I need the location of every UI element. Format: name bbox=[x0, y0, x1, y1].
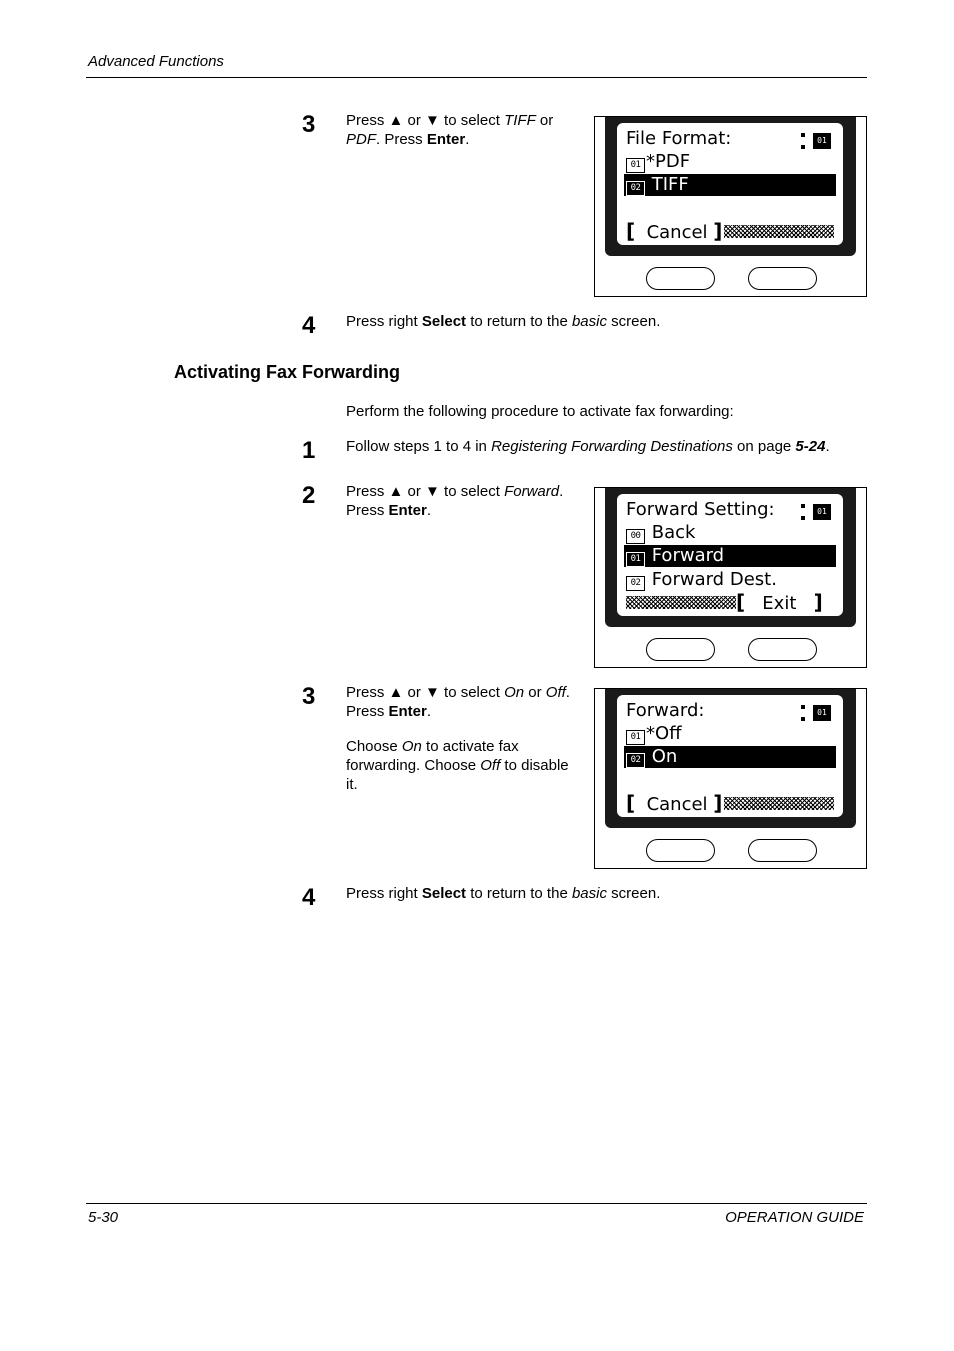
right-select-button[interactable] bbox=[748, 839, 817, 862]
lcd-title: File Format: bbox=[626, 128, 732, 149]
panel-forward bbox=[594, 688, 867, 869]
text-run: Off bbox=[480, 757, 501, 774]
softkey-right-text: Exit bbox=[745, 593, 814, 614]
text-line bbox=[346, 501, 586, 520]
softkey-row bbox=[626, 220, 834, 242]
text-line bbox=[346, 737, 586, 756]
text-run: . bbox=[426, 703, 432, 720]
text-run: to disable bbox=[500, 757, 569, 774]
step-text bbox=[346, 437, 876, 456]
scroll-indicator-icon bbox=[801, 502, 833, 522]
text-run: Select bbox=[421, 313, 467, 330]
step-text bbox=[346, 482, 586, 520]
lcd-menu-item[interactable] bbox=[624, 174, 836, 196]
lcd-menu-label: Forward Dest. bbox=[646, 569, 777, 590]
text-run: to return to the bbox=[466, 885, 572, 902]
softkey-left-text: Cancel bbox=[635, 794, 714, 815]
step-text bbox=[346, 683, 586, 721]
page-number: 5-30 bbox=[88, 1209, 119, 1226]
text-run: Registering Forwarding Destinations bbox=[491, 438, 733, 455]
text-run: . bbox=[465, 131, 470, 148]
text-run: to return to the bbox=[466, 313, 572, 330]
text-run: Select bbox=[421, 885, 467, 902]
section-intro: Perform the following procedure to activate fax forwarding: bbox=[346, 403, 734, 420]
bracket-icon: [ bbox=[736, 590, 746, 614]
lcd-menu-item[interactable] bbox=[626, 569, 777, 591]
lcd-bezel bbox=[605, 117, 856, 256]
lcd-menu-label: *PDF bbox=[646, 151, 691, 172]
left-select-button[interactable] bbox=[646, 839, 715, 862]
softkey-row bbox=[626, 792, 834, 814]
text-run: Forward bbox=[504, 483, 560, 500]
menu-number-icon: 02 bbox=[626, 181, 645, 196]
lcd-menu-label: *Off bbox=[646, 723, 682, 744]
bracket-icon: ] bbox=[813, 590, 823, 614]
text-line bbox=[346, 775, 586, 794]
step-text bbox=[346, 884, 846, 903]
softkey-right-blank bbox=[724, 225, 834, 238]
scroll-arrows-icon bbox=[801, 703, 805, 723]
page-indicator: 01 bbox=[813, 133, 831, 149]
step-text bbox=[346, 111, 586, 149]
left-select-button[interactable] bbox=[646, 267, 715, 290]
left-select-button[interactable] bbox=[646, 638, 715, 661]
bracket-icon: ] bbox=[713, 219, 723, 243]
text-run: On bbox=[504, 684, 525, 701]
text-run: Press bbox=[346, 502, 389, 519]
text-run: Press ▲ or ▼ to select bbox=[346, 112, 505, 129]
text-run: or bbox=[535, 112, 554, 129]
softkey-row bbox=[626, 591, 834, 613]
page-indicator: 01 bbox=[813, 504, 831, 520]
menu-number-icon: 00 bbox=[626, 529, 645, 544]
lcd-bezel bbox=[605, 488, 856, 627]
text-run: basic bbox=[571, 885, 607, 902]
menu-number-icon: 01 bbox=[626, 730, 645, 745]
text-run: 5-24 bbox=[795, 438, 826, 455]
text-run: Enter bbox=[426, 131, 466, 148]
panel-forward-setting bbox=[594, 487, 867, 668]
step-number: 3 bbox=[302, 111, 316, 138]
bracket-icon: [ bbox=[626, 219, 636, 243]
softkey-left-label bbox=[626, 220, 722, 242]
step-note bbox=[346, 737, 586, 794]
text-line bbox=[346, 683, 586, 702]
text-run: Press ▲ or ▼ to select bbox=[346, 483, 505, 500]
lcd-menu-label: Forward bbox=[646, 545, 725, 566]
scroll-indicator-icon bbox=[801, 703, 833, 723]
text-run: or bbox=[524, 684, 546, 701]
lcd-menu-item[interactable] bbox=[624, 746, 836, 768]
right-select-button[interactable] bbox=[748, 638, 817, 661]
text-run: screen. bbox=[607, 885, 661, 902]
section-heading: Activating Fax Forwarding bbox=[174, 362, 401, 382]
lcd-menu-item[interactable] bbox=[626, 151, 690, 173]
text-line bbox=[346, 482, 586, 501]
text-run: Choose bbox=[346, 738, 402, 755]
softkey-right-blank bbox=[724, 797, 834, 810]
text-run: Press right bbox=[346, 313, 422, 330]
text-line bbox=[346, 312, 846, 331]
lcd-menu-item[interactable] bbox=[624, 545, 836, 567]
header-rule bbox=[86, 77, 867, 78]
text-run: on page bbox=[732, 438, 796, 455]
text-run: . bbox=[825, 438, 830, 455]
lcd-title: Forward: bbox=[626, 700, 705, 721]
text-run: . bbox=[559, 483, 564, 500]
guide-name: OPERATION GUIDE bbox=[725, 1209, 864, 1226]
softkey-right-label bbox=[736, 591, 823, 613]
lcd-screen bbox=[617, 123, 843, 245]
footer-rule bbox=[86, 1203, 867, 1204]
bracket-icon: ] bbox=[713, 791, 723, 815]
lcd-screen bbox=[617, 695, 843, 817]
text-line bbox=[346, 756, 586, 775]
lcd-bezel bbox=[605, 689, 856, 828]
menu-number-icon: 01 bbox=[626, 552, 645, 567]
text-line bbox=[346, 702, 586, 721]
step-text bbox=[346, 312, 846, 331]
text-run: Press right bbox=[346, 885, 422, 902]
page-indicator: 01 bbox=[813, 705, 831, 721]
step-number: 3 bbox=[302, 683, 316, 710]
lcd-screen bbox=[617, 494, 843, 616]
right-select-button[interactable] bbox=[748, 267, 817, 290]
text-run: Enter bbox=[388, 502, 427, 519]
step-number: 2 bbox=[302, 482, 316, 509]
text-run: Off bbox=[545, 684, 566, 701]
scroll-arrows-icon bbox=[801, 131, 805, 151]
scroll-arrows-icon bbox=[801, 502, 805, 522]
text-line bbox=[346, 130, 586, 149]
step-number: 4 bbox=[302, 312, 316, 339]
softkey-left-blank bbox=[626, 596, 736, 609]
softkey-left-text: Cancel bbox=[635, 222, 714, 243]
text-run: On bbox=[401, 738, 422, 755]
step-number: 1 bbox=[302, 437, 316, 464]
menu-number-icon: 01 bbox=[626, 158, 645, 173]
text-line bbox=[346, 111, 586, 130]
lcd-menu-label: Back bbox=[646, 522, 696, 543]
text-run: Press bbox=[346, 703, 389, 720]
text-run: TIFF bbox=[504, 112, 536, 129]
text-run: PDF bbox=[346, 131, 376, 148]
text-run: . bbox=[426, 502, 432, 519]
text-run: Follow steps 1 to 4 in bbox=[346, 438, 492, 455]
scroll-indicator-icon bbox=[801, 131, 833, 151]
lcd-menu-item[interactable] bbox=[626, 522, 695, 544]
step-number: 4 bbox=[302, 884, 316, 911]
bracket-icon: [ bbox=[626, 791, 636, 815]
text-run: Press ▲ or ▼ to select bbox=[346, 684, 505, 701]
running-header: Advanced Functions bbox=[88, 53, 224, 70]
text-run: to activate fax bbox=[421, 738, 519, 755]
text-run: . bbox=[565, 684, 570, 701]
lcd-menu-label: On bbox=[646, 746, 678, 767]
text-run: . Press bbox=[376, 131, 427, 148]
text-run: screen. bbox=[607, 313, 661, 330]
text-run: basic bbox=[571, 313, 607, 330]
text-run: it. bbox=[346, 776, 358, 793]
text-line bbox=[346, 437, 876, 456]
lcd-menu-label: TIFF bbox=[646, 174, 689, 195]
panel-file-format bbox=[594, 116, 867, 297]
lcd-menu-item[interactable] bbox=[626, 723, 682, 745]
softkey-left-label bbox=[626, 792, 722, 814]
text-run: forwarding. Choose bbox=[346, 757, 481, 774]
lcd-title: Forward Setting: bbox=[626, 499, 775, 520]
text-run: Enter bbox=[388, 703, 427, 720]
text-line bbox=[346, 884, 846, 903]
menu-number-icon: 02 bbox=[626, 576, 645, 591]
menu-number-icon: 02 bbox=[626, 753, 645, 768]
